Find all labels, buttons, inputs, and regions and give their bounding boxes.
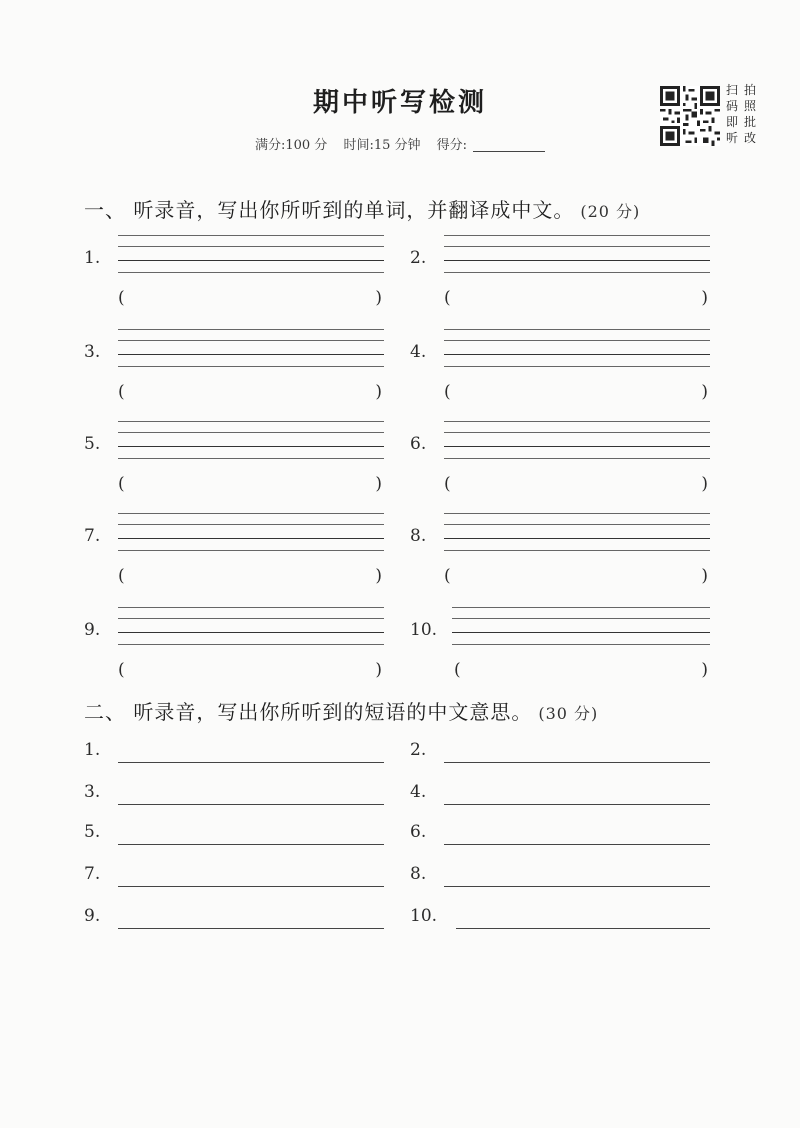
word-item bbox=[84, 604, 384, 696]
writing-lines[interactable] bbox=[444, 510, 710, 554]
item-number: 4. bbox=[410, 782, 427, 802]
translation-paren-right: ) bbox=[375, 474, 382, 494]
translation-paren-right: ) bbox=[375, 660, 382, 680]
item-number: 6. bbox=[410, 434, 427, 454]
section-1-heading: 一、 听录音，写出你所听到的单词，并翻译成中文。 bbox=[84, 198, 575, 222]
word-item bbox=[84, 418, 384, 510]
answer-line[interactable] bbox=[118, 762, 384, 763]
full-score: 满分:100 分 bbox=[254, 138, 328, 153]
translation-paren-left: ( bbox=[444, 288, 451, 308]
item-number: 3. bbox=[84, 782, 101, 802]
qr-caption bbox=[726, 82, 762, 146]
qr-code-icon[interactable] bbox=[660, 86, 720, 146]
answer-line[interactable] bbox=[444, 886, 710, 887]
writing-lines[interactable] bbox=[118, 510, 384, 554]
writing-lines[interactable] bbox=[444, 232, 710, 276]
item-number: 10. bbox=[410, 906, 438, 926]
qr-caption-char: 听 bbox=[726, 131, 739, 145]
answer-line[interactable] bbox=[118, 886, 384, 887]
item-number: 2. bbox=[410, 248, 427, 268]
translation-paren-left: ( bbox=[454, 660, 461, 680]
item-number: 4. bbox=[410, 342, 427, 362]
answer-line[interactable] bbox=[456, 928, 710, 929]
translation-paren-left: ( bbox=[444, 474, 451, 494]
phrase-item bbox=[84, 782, 384, 812]
word-item bbox=[410, 232, 710, 324]
translation-paren-left: ( bbox=[444, 382, 451, 402]
translation-paren-left: ( bbox=[118, 382, 125, 402]
translation-paren-right: ) bbox=[375, 288, 382, 308]
item-number: 5. bbox=[84, 822, 101, 842]
answer-line[interactable] bbox=[118, 804, 384, 805]
writing-lines[interactable] bbox=[118, 418, 384, 462]
qr-caption-char: 批 bbox=[744, 115, 757, 129]
translation-paren-right: ) bbox=[701, 566, 708, 586]
item-number: 9. bbox=[84, 906, 101, 926]
item-number: 5. bbox=[84, 434, 101, 454]
time-limit: 时间:15 分钟 bbox=[343, 138, 421, 153]
answer-line[interactable] bbox=[118, 844, 384, 845]
item-number: 1. bbox=[84, 740, 101, 760]
section-1-points: (20 分) bbox=[580, 202, 641, 221]
item-number: 2. bbox=[410, 740, 427, 760]
writing-lines[interactable] bbox=[452, 604, 710, 648]
phrase-item bbox=[410, 864, 710, 894]
item-number: 6. bbox=[410, 822, 427, 842]
writing-lines[interactable] bbox=[118, 604, 384, 648]
phrase-item bbox=[410, 822, 710, 852]
section-1-title bbox=[84, 194, 640, 223]
word-item bbox=[84, 510, 384, 602]
word-item bbox=[410, 510, 710, 602]
translation-paren-left: ( bbox=[118, 288, 125, 308]
score-blank[interactable] bbox=[473, 151, 545, 152]
writing-lines[interactable] bbox=[118, 326, 384, 370]
translation-paren-right: ) bbox=[701, 382, 708, 402]
translation-paren-right: ) bbox=[701, 288, 708, 308]
phrase-item bbox=[410, 740, 710, 770]
phrase-item bbox=[84, 864, 384, 894]
writing-lines[interactable] bbox=[444, 418, 710, 462]
word-item bbox=[410, 326, 710, 418]
phrase-item bbox=[84, 822, 384, 852]
item-number: 7. bbox=[84, 864, 101, 884]
qr-caption-char: 扫 bbox=[726, 83, 739, 97]
section-2-points: (30 分) bbox=[538, 704, 599, 723]
answer-line[interactable] bbox=[444, 762, 710, 763]
word-item bbox=[410, 604, 710, 696]
translation-paren-right: ) bbox=[375, 382, 382, 402]
item-number: 3. bbox=[84, 342, 101, 362]
translation-paren-right: ) bbox=[375, 566, 382, 586]
translation-paren-right: ) bbox=[701, 660, 708, 680]
writing-lines[interactable] bbox=[444, 326, 710, 370]
item-number: 9. bbox=[84, 620, 101, 640]
qr-caption-char: 改 bbox=[744, 131, 757, 145]
item-number: 8. bbox=[410, 864, 427, 884]
qr-caption-char: 拍 bbox=[744, 83, 757, 97]
section-2-heading: 二、 听录音，写出你所听到的短语的中文意思。 bbox=[84, 700, 533, 724]
answer-line[interactable] bbox=[444, 844, 710, 845]
item-number: 1. bbox=[84, 248, 101, 268]
word-item bbox=[84, 232, 384, 324]
answer-line[interactable] bbox=[118, 928, 384, 929]
word-item bbox=[410, 418, 710, 510]
writing-lines[interactable] bbox=[118, 232, 384, 276]
translation-paren-left: ( bbox=[444, 566, 451, 586]
translation-paren-left: ( bbox=[118, 660, 125, 680]
item-number: 10. bbox=[410, 620, 438, 640]
phrase-item bbox=[410, 906, 710, 936]
phrase-item bbox=[84, 906, 384, 936]
word-item bbox=[84, 326, 384, 418]
answer-line[interactable] bbox=[444, 804, 710, 805]
page-title: 期中听写检测 bbox=[312, 88, 487, 118]
qr-caption-char: 照 bbox=[744, 99, 757, 113]
item-number: 8. bbox=[410, 526, 427, 546]
phrase-item bbox=[84, 740, 384, 770]
qr-caption-char: 码 bbox=[726, 99, 739, 113]
translation-paren-left: ( bbox=[118, 474, 125, 494]
score-label: 得分: bbox=[436, 138, 468, 153]
translation-paren-right: ) bbox=[701, 474, 708, 494]
section-2-title bbox=[84, 696, 598, 725]
translation-paren-left: ( bbox=[118, 566, 125, 586]
phrase-item bbox=[410, 782, 710, 812]
item-number: 7. bbox=[84, 526, 101, 546]
qr-caption-char: 即 bbox=[726, 115, 739, 129]
